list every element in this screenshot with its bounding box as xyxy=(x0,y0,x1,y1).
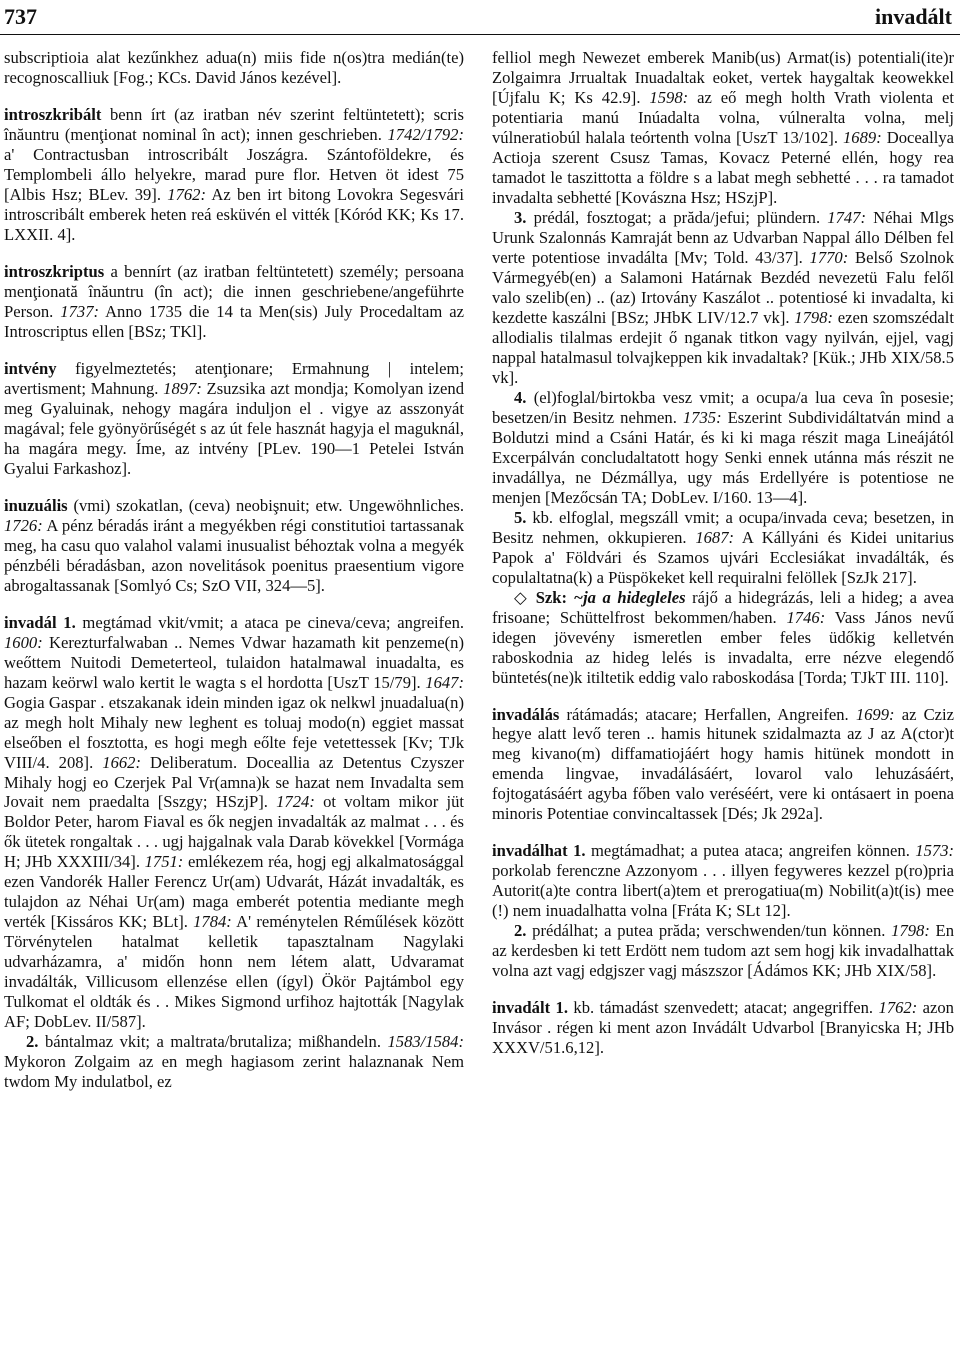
citation-text: emlékezem réa, hogj egj alkalmatosággal ezen Vandorék Haller Ferencz Ur(am) Udvarát, Házát invadalták, es tulajdon az Néhai Ur(am) maga emberét potentia mediante megh verték [Kissáros KK; BLt]. xyxy=(4,852,464,932)
sense-number: 1. xyxy=(567,841,586,861)
left-column xyxy=(4,48,464,1109)
phrase-text: ~ja a hidegleles xyxy=(573,587,686,607)
citation-year: 1689: xyxy=(843,127,882,147)
dictionary-entry-introszkriptus xyxy=(4,262,464,342)
entry-headword: invadálás xyxy=(492,704,560,724)
citation-year: 1647: xyxy=(425,672,464,692)
citation-year: 1687: xyxy=(695,527,735,547)
sense-number: 5. xyxy=(514,507,527,527)
citation-text: Deliberatum. Doceallia az Detentus Czyszer Mihaly hogj eo Czerjek Pal Vr(amna)k se hazat nem Invadalta sem Jovait nem praedalta [Sszgy; HSzjP]. xyxy=(4,752,464,812)
citation-year: 1598: xyxy=(649,87,689,107)
sense-4 xyxy=(492,388,954,508)
citation-text: A' reménytelen Réműlések között Törvénytelen hatalmat kelletik tapasztalnam Nagylaki udvarházamra, a' midőn honn nem létem alatt, Udvaramat invadálták, Villicusom ellenzése ellen (ígyl) Ökör Pajtámbol egy Tulkomat el oldták és . . Mikes Sigmond urfihoz hajtották [Nagylak AF; DobLev. II/587]. xyxy=(4,912,464,1032)
entry-definition: figyelmeztetés; atenţionare; Ermahnung | intelem; avertisment; Mahnung. xyxy=(4,358,464,398)
phrase-definition: rájő a hidegrázás, leli a hideg; a avea frisoane; Schüttelfrost bekommen/haben. xyxy=(492,587,954,627)
sense-definition: prédál, fosztogat; a prăda/jefui; plündern. xyxy=(526,207,828,227)
citation-year: 1897: xyxy=(163,378,202,398)
citation-text: Néhai Mlgs Urunk Szalonnás Kamraját benn az Udvarban Nappal állo Délben fel verte potentiose invadálta [Mv; Told. 43/37]. xyxy=(492,207,954,267)
entry-definition: (vmi) szokatlan, (ceva) neobişnuit; etw. Ungewöhnliches. xyxy=(67,495,464,515)
citation-year: 1742/1792: xyxy=(387,124,464,144)
citation-year: 1737: xyxy=(60,301,100,321)
entry-definition: megtámadhat; a putea ataca; angreifen können. xyxy=(585,841,916,861)
dictionary-entry-introszkribalt xyxy=(4,105,464,245)
citation-text: az Cziz hegye alatt levő teren .. hamis hitunek szidalmazta az J az A(ctor)t meg kivano(m) diffamatiojáért hogy hamis hitünek mondott in emenda lingvae, invadálásáért, lovarol valo lehuzásáért, fojtogatásáért agyba főben valo veréséért, vere ki ontásaert in poena minoris Potentiae convincaltassek [Dés; Jk 292a]. xyxy=(492,704,954,824)
citation-year: 1762: xyxy=(878,998,918,1018)
sense-number: 1. xyxy=(550,998,568,1018)
sense-definition: kb. elfoglal, megszáll vmit; a ocupa/invada ceva; besetzen, in Besitz nehmen, okkupieren. xyxy=(492,507,954,547)
entry-definition: megtámad vkit/vmit; a ataca pe cineva/ceva; angreifen. xyxy=(75,612,465,632)
running-headword: invadált xyxy=(874,4,952,29)
citation-text: Anno 1735 die 14 ta Men(sis) July Procedaltam az Introscriptus ellen [BSz; TKl]. xyxy=(4,301,465,341)
entry-headword: introszkribált xyxy=(4,104,102,124)
citation-text: ot voltam mikor jüt Boldor Peter, harom Fiaval es ők negjen invadalták az malmat . . . és ők ütetek rongaltak . . . ugj hajgalnak vala Darab kövekkel [Vormága H; JHb XXXIII/34]. xyxy=(4,792,464,872)
page-header xyxy=(0,0,960,35)
sense-number: 1. xyxy=(56,612,76,632)
entry-headword: intvény xyxy=(4,358,57,378)
citation-year: 1662: xyxy=(102,752,141,772)
citation-text: az eő megh holth Vrath violenta et potentiaria manú Inúadalta volna, vúlneralta volna, melj vúlneratiobúl halala teórtenth volna [UszT 13/102]. xyxy=(492,87,954,147)
citation-text: Kerezturfalwaban .. Nemes Vdwar hazamath kit penzeme(n) weőttem Nuitodi Demeterteol, tulaidon hatalmawal inuadalta, es hazam keörwl walo kertit le wagta s el hordotta [UszT 15/79]. xyxy=(4,632,464,692)
citation-year: 1573: xyxy=(915,841,955,861)
sense-number: 4. xyxy=(514,387,527,407)
entry-headword: invadálhat xyxy=(492,841,568,861)
dictionary-entry-intveny xyxy=(4,359,464,479)
citation-year: 1726: xyxy=(4,515,43,535)
citation-year: 1798: xyxy=(794,307,833,327)
sense-2 xyxy=(4,1032,464,1092)
citation-year: 1762: xyxy=(167,184,206,204)
citation-year: 1747: xyxy=(827,207,866,227)
citation-text: A Kállyáni és Kidei unitarius Papok a' Földvári és Szamos ujvári Ecclesiákat invadálták, és copulaltatna(k) a Püspökeket kell requiralni felöllek [SzJk 217]. xyxy=(492,527,954,587)
page-number: 737 xyxy=(4,4,37,29)
dictionary-entry-inuzualis xyxy=(4,496,464,596)
citation-text: Vass János nevű idegen jövevény ismeretlen ember feles üdőkig kelletvén raboskodnia az hideg lelés is invadalta, erre nézve elegendő büntetés(ne)k itiltetik eddig valo raboskodása [Torda; TJkT III. 110]. xyxy=(492,607,954,687)
citation-text: Eszerint Subdividáltatván mind a Boldutzi mind a Csáni Határ, és ki ki maga részit maga Lineájától Excerpálván concludaltatott hogy Senki ennek utánna más részit ne invadállya, ne Dézmállya, ugy más Erdellyére is potentiose ne menjen [Mezőcsán TA; DobLev. I/160. 13—4]. xyxy=(492,407,954,507)
sense-definition: prédálhat; a putea prăda; verschwenden/tun können. xyxy=(526,921,892,941)
citation-text: Mykoron Zolgaim az en megh hagiasom zerint halaznanak Nem twdom My indulatbol, ez xyxy=(4,1052,464,1092)
citation-year: 1724: xyxy=(276,792,315,812)
citation-year: 1735: xyxy=(682,407,722,427)
dictionary-entry-invadal xyxy=(4,613,464,1093)
sense-5 xyxy=(492,508,954,588)
citation-text: A pénz béradás iránt a megyékben régi constitutioi tartassanak meg, ha casu quo valahol valami inusualist béhoztak volna a megyék pénzbéli béradásban, azon novelitások poenitus praesentium vigore abrogaltassanak [Somlyó Cs; SzO VII, 324—5]. xyxy=(4,515,464,595)
entry-headword: invadált xyxy=(492,998,551,1018)
sense-number: 2. xyxy=(26,1032,39,1052)
sense-number: 2. xyxy=(514,921,527,941)
citation-text: porkolab ferenczne Azzonyom . . . illyen fegyweres kezzel p(ro)pria Autorit(a)te contra libert(a)tem et prerogatiua(m) Nobilit(a)t(is) mee (!) nem inuadalhatta volna [Fráta K; SLt 12]. xyxy=(492,861,954,921)
citation-text: ezen szomszédalt allodialis tilalmas erdejit ő nganak titkon vagy nyilván, ejjel, vagj nappal hatalmasul tolvajkeppen kik invadaltak? [Kük.; JHb XIX/58.5 vk]. xyxy=(492,307,954,387)
sense-number: 3. xyxy=(514,207,527,227)
citation-text: Az ben irt bitong Lovokra Segesvári introscribált emberek heten reá esküvén el vitték [Kóród KK; Ks 17. LXXII. 4]. xyxy=(4,184,464,244)
phrase-szk xyxy=(492,588,954,688)
citation-text: En az kerdesben ki tett Erdött nem tudom azt sem hogj kik invadalhattak volna azt vagj edgjszer vagj mászszor [Ádámos KK; JHb XIX/58]. xyxy=(492,921,954,981)
entry-definition: kb. támadást szenvedett; atacat; angegriffen. xyxy=(567,998,879,1018)
citation-text: Belső Szolnok Vármegyéb(en) a Salamoni Határnak Bezdéd nevezetü Falu felől valo szelib(en) .. (az) Irtovány Kaszálot .. potentiosé ki invadalta, ki kezdette kaszálni [BSz; JHbK LIV/12.7 vk]. xyxy=(492,247,954,327)
citation-text: Zsuzsika azt mondja; Komolyan izend meg Gyaluinak, nehogy magára induljon el . vigye az asszonyát magával; fele gyönyörűségét s az út fele hasznát hagyja el maguknál, ha magára megy. Íme, az intvény [PLev. 190—1 Petelei István Gyalui Farkashoz]. xyxy=(4,378,464,478)
citation-text: Gogia Gaspar . etszakanak idein minden igaz ok nelkwl jnuadalua(n) az megh holt Mihaly new leghent es toluaj modo(n) eggiet massat elseőben el fosztotta, es hogi megh eőlte feje vetettessek [Kv; TJk VIII/4. 208]. xyxy=(4,692,464,772)
citation-year: 1600: xyxy=(4,632,43,652)
entry-headword: invadál xyxy=(4,612,57,632)
entry-headword: inuzuális xyxy=(4,495,68,515)
citation-year: 1583/1584: xyxy=(387,1032,464,1052)
citation-year: 1784: xyxy=(193,912,232,932)
citation-text: felliol megh Newezet emberek Manib(us) Armat(is) potentiali(ite)r Zolgaimra Jrrualtak Inuadaltak eoket, vertek haygaltak keowekkel [Újfalu K; Ks 42.9]. xyxy=(492,48,954,107)
dictionary-entry-invadalas xyxy=(492,705,954,825)
citation-year: 1751: xyxy=(144,852,184,872)
sense-2 xyxy=(492,921,954,981)
dictionary-entry-invadalt xyxy=(492,998,954,1058)
citation-year: 1770: xyxy=(809,247,849,267)
citation-text: azon Invásor . régen ki ment azon Invádált Udvarbol [Branyicska H; JHb XXXV/51.6,12]. xyxy=(492,998,954,1058)
sense-definition: bántalmaz vkit; a maltrata/brutaliza; mißhandeln. xyxy=(38,1032,388,1052)
citation-year: 1746: xyxy=(786,607,826,627)
sense-3 xyxy=(492,208,954,388)
sense-definition: (el)foglal/birtokba vesz vmit; a ocupa/a lua ceva în posesie; besetzen/in Besitz nehmen. xyxy=(492,387,954,427)
citation-year: 1798: xyxy=(891,921,930,941)
entry-definition: rátámadás; atacare; Herfallen, Angreifen. xyxy=(559,704,856,724)
citation-text: a' Contractusban introscribált Joszágra. Szántoföldekre, és Templombeli állo helyekre, marad pure flor. Hetven öt idest 75 [Albis Hsz; BLev. 39]. xyxy=(4,144,464,204)
dictionary-entry-invadalhat xyxy=(492,841,954,981)
citation-year: 1699: xyxy=(855,704,895,724)
entry-headword: introszkriptus xyxy=(4,261,105,281)
entry-definition: a bennírt (az iratban feltüntetett) személy; persoana menţionată înăuntru (în act); die innen geschriebene/angeführte Person. xyxy=(4,261,464,321)
continuation-invadal-sense-2 xyxy=(492,48,954,688)
right-column xyxy=(492,48,954,1075)
citation-text: Doceallya Actioja szerent Csusz Tamas, Kovacz Peterné ellén, hogy rea tamadot le taszittotta a földre s a labat megh sebhetté . . . ra tamadot invadalta sebhetté [Kovászna Hsz; HSzjP]. xyxy=(492,127,954,207)
continuation-text: subscriptioia alat kezűnkhez adua(n) miis fide n(os)tra medián(te) recognoscalliuk [Fog.; KCs. David János kezével]. xyxy=(4,48,464,87)
entry-definition: benn írt (az iratban név szerint feltüntetett); scris înăuntru (menţionat nominal în act); innen geschrieben. xyxy=(4,104,464,144)
phrase-marker: ◇ Szk: xyxy=(514,587,574,607)
